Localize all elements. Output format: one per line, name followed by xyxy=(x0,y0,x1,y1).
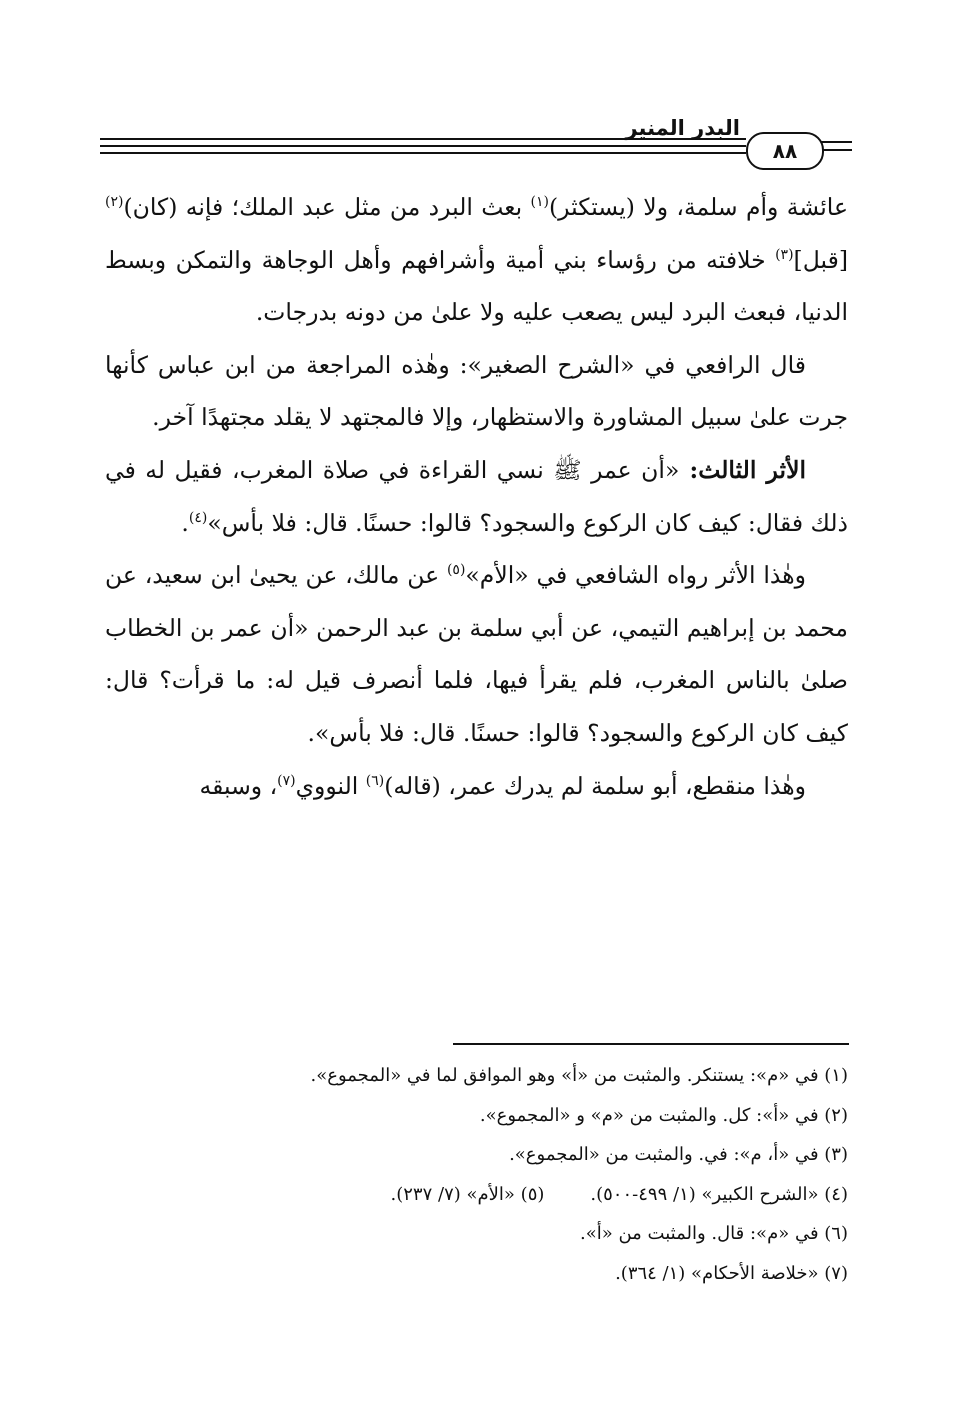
footnote-ref: (٥) xyxy=(446,562,466,579)
header-rule-right-top xyxy=(820,141,852,143)
text-run: «أن عمر ﷺ نسي القراءة في صلاة المغرب، فقيل له في ذلك فقال: كيف كان الركوع والسجود؟ قالوا: حسنًا. قال: فلا بأس» xyxy=(105,455,848,537)
page-header xyxy=(100,112,852,162)
paragraph xyxy=(105,181,848,339)
footnote xyxy=(105,1056,848,1096)
text-run: . xyxy=(181,508,189,537)
text-run: وهٰذا منقطع، أبو سلمة لم يدرك عمر، (قاله) xyxy=(384,771,806,800)
footnote-text: (٢) في «أ»: كل. والمثبت من «م» و «المجموع». xyxy=(479,1104,848,1126)
footnote xyxy=(105,1254,848,1294)
text-run: عائشة وأم سلمة، ولا (يستكثر) xyxy=(548,193,848,221)
footnote-text: (٦) في «م»: قال. والمثبت من «أ». xyxy=(580,1223,848,1244)
header-rule-bottom xyxy=(100,152,746,154)
footnote-ref: (٦) xyxy=(365,772,385,789)
paragraph xyxy=(105,760,848,813)
header-rule-right-bottom xyxy=(820,149,852,151)
section-heading: الأثر الثالث: xyxy=(679,455,806,484)
footnote-ref: (١) xyxy=(530,194,549,211)
running-title: البدر المنير xyxy=(625,116,740,140)
footnote-text: (٤) «الشرح الكبير» (١/ ٤٩٩-٥٠٠). xyxy=(590,1183,848,1205)
text-run: خلافته من رؤساء بني أمية وأشرافهم وأهل الوجاهة والتمكن وبسط الدنيا، فبعث البرد ليس يصعب عليه ولا علىٰ من دونه بدرجات. xyxy=(105,245,848,327)
text-run: النووي xyxy=(295,771,366,800)
footnote-ref: (٤) xyxy=(188,509,208,526)
footnotes xyxy=(105,1056,848,1293)
footnote-ref: (٣) xyxy=(775,246,794,263)
footnote xyxy=(105,1135,848,1175)
text-run: ، وسبقه xyxy=(199,771,278,800)
footnote xyxy=(105,1096,848,1136)
text-run: عن مالك، عن يحيىٰ ابن سعيد، عن محمد بن إبراهيم التيمي، عن أبي سلمة بن عبد الرحمن «أن عمر بن الخطاب صلىٰ بالناس المغرب، فلم يقرأ فيها، فلما أنصرف قيل له: ما قرأت؟ قال: كيف كان الركوع والسجود؟ قالوا: حسنًا. قال: فلا بأس». xyxy=(105,561,848,747)
footnote-separator xyxy=(453,1043,849,1045)
text-run: [قبل] xyxy=(793,245,848,274)
footnote-text: (٣) في «أ، م»: في. والمثبت من «المجموع». xyxy=(509,1144,848,1165)
footnote xyxy=(105,1214,848,1254)
paragraph xyxy=(105,444,848,549)
footnote-ref: (٢) xyxy=(105,194,124,211)
footnote-text: (١) في «م»: يستنكر. والمثبت من «أ» وهو الموافق لما في «المجموع». xyxy=(310,1065,848,1086)
page-number: ٨٨ xyxy=(746,132,824,170)
text-run: بعث البرد من مثل عبد الملك؛ فإنه (كان) xyxy=(123,193,531,221)
text-run: وهٰذا الأثر رواه الشافعي في «الأم» xyxy=(465,561,806,590)
text-run: قال الرافعي في «الشرح الصغير»: وهٰذه المراجعة من ابن عباس كأنها جرت علىٰ سبيل المشاورة والاستظهار، وإلا فالمجتهد لا يقلد مجتهدًا آخر. xyxy=(105,350,848,432)
footnote-ref: (٧) xyxy=(277,772,296,789)
footnote xyxy=(105,1175,848,1215)
paragraph xyxy=(105,339,848,444)
paragraph xyxy=(105,549,848,759)
footnote-text: (٧) «خلاصة الأحكام» (١/ ٣٦٤). xyxy=(615,1262,848,1284)
header-rule-middle xyxy=(100,145,746,147)
footnote-text: (٥) «الأم» (٧/ ٢٣٧). xyxy=(390,1183,545,1205)
main-text xyxy=(105,181,848,812)
